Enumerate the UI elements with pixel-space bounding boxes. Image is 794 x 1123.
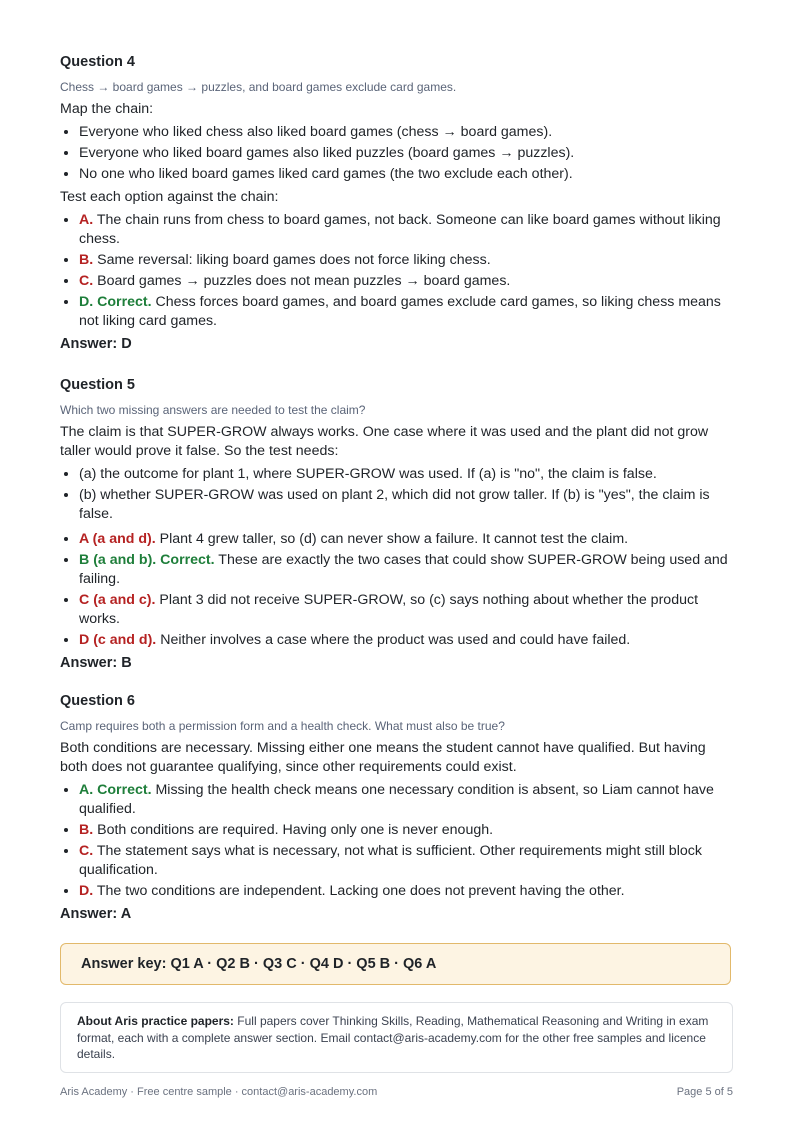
option-label: D. Correct.: [79, 294, 152, 310]
about-text: Full papers cover Thinking Skills, Reading, Mathematical Reasoning and Writing in exam format, each with a complete answer section. Email contact@aris-academy.com for the other free samples and licence details.: [77, 1014, 709, 1061]
footer-left: Aris Academy · Free centre sample · contact@aris-academy.com: [60, 1086, 378, 1098]
list-item: • (a) the outcome for plant 1, where SUPER-GROW was used. If (a) is "no", the claim is false.: [79, 465, 733, 484]
option-d: [79, 631, 733, 650]
question-subtitle: Chess → board games → puzzles, and board games exclude card games.: [60, 80, 457, 94]
option-c: [79, 272, 733, 291]
option-label: D.: [79, 883, 94, 899]
question-title: Question 5: [60, 377, 135, 393]
question-4: [60, 53, 733, 353]
option-text: These are exactly the two cases that could show SUPER-GROW being used and failing.: [79, 552, 728, 587]
answer-key-box: [60, 943, 731, 985]
option-label: A (a and d).: [79, 531, 156, 547]
question-subtitle: Camp requires both a permission form and a health check. What must also be true?: [60, 719, 505, 733]
option-list: [60, 530, 733, 650]
option-text: The statement says what is necessary, not what is sufficient. Other requirements might still block qualification.: [79, 843, 702, 878]
answer-line: Answer: A: [60, 906, 132, 922]
option-text: The two conditions are independent. Lacking one does not prevent having the other.: [93, 883, 625, 899]
answer-line: Answer: D: [60, 336, 132, 352]
option-b: [79, 821, 733, 840]
question-5: [60, 376, 733, 672]
option-a: [79, 211, 733, 249]
option-d: [79, 882, 733, 901]
option-text: Chess forces board games, and board games exclude card games, so liking chess means not liking card games.: [79, 294, 721, 329]
intro-text: The claim is that SUPER-GROW always works. One case where it was used and the plant did not grow taller would prove it false. So the test needs:: [60, 424, 709, 459]
option-label: C (a and c).: [79, 592, 156, 608]
answer-key-text: Answer key: Q1 A · Q2 B · Q3 C · Q4 D · Q5 B · Q6 A: [81, 956, 437, 972]
question-subtitle: Which two missing answers are needed to test the claim?: [60, 403, 366, 417]
option-text: Both conditions are required. Having only one is never enough.: [93, 822, 494, 838]
option-label: B.: [79, 252, 94, 268]
option-label: C.: [79, 273, 94, 289]
option-label: B (a and b). Correct.: [79, 552, 215, 568]
list-item: • No one who liked board games liked card games (the two exclude each other).: [79, 165, 733, 184]
option-text: The chain runs from chess to board games, not back. Someone can like board games without liking chess.: [79, 212, 721, 247]
list-item: • (b) whether SUPER-GROW was used on plant 2, which did not grow taller. If (b) is "yes", the claim is false.: [79, 486, 733, 524]
option-label: B.: [79, 822, 94, 838]
option-b: [79, 251, 733, 270]
option-text: Plant 4 grew taller, so (d) can never show a failure. It cannot test the claim.: [155, 531, 629, 547]
option-label: A. Correct.: [79, 782, 152, 798]
option-label: D (c and d).: [79, 632, 157, 648]
list-item: • Everyone who liked board games also liked puzzles (board games → puzzles).: [79, 144, 733, 163]
option-list: [60, 211, 733, 331]
option-text: Same reversal: liking board games does not force liking chess.: [93, 252, 491, 268]
option-a: [79, 530, 733, 549]
option-text: Plant 3 did not receive SUPER-GROW, so (c) says nothing about whether the product works.: [79, 592, 699, 627]
option-label: C.: [79, 843, 94, 859]
page-footer: [60, 1086, 733, 1098]
option-c: [79, 591, 733, 629]
about-box: [60, 1002, 733, 1073]
option-d: [79, 293, 733, 331]
chain-list: [60, 123, 733, 184]
intro-text: Both conditions are necessary. Missing either one means the student cannot have qualified. But having both does not guarantee qualifying, since other requirements could exist.: [60, 740, 706, 775]
option-a: [79, 781, 733, 819]
option-label: A.: [79, 212, 94, 228]
option-list: [60, 781, 733, 901]
option-b: [79, 551, 733, 589]
needs-list: [60, 465, 733, 524]
intro-text: Map the chain:: [60, 101, 154, 117]
test-intro-text: Test each option against the chain:: [60, 189, 279, 205]
list-item: • Everyone who liked chess also liked board games (chess → board games).: [79, 123, 733, 142]
option-text: Board games → puzzles does not mean puzzles → board games.: [93, 273, 511, 289]
question-title: Question 4: [60, 54, 135, 70]
page-number: Page 5 of 5: [676, 1086, 733, 1098]
answer-line: Answer: B: [60, 655, 132, 671]
option-text: Missing the health check means one necessary condition is absent, so Liam cannot have qualified.: [79, 782, 714, 817]
option-c: [79, 842, 733, 880]
option-text: Neither involves a case where the product was used and could have failed.: [156, 632, 631, 648]
about-heading: About Aris practice papers:: [77, 1014, 234, 1028]
question-6: [60, 692, 733, 923]
question-title: Question 6: [60, 693, 135, 709]
